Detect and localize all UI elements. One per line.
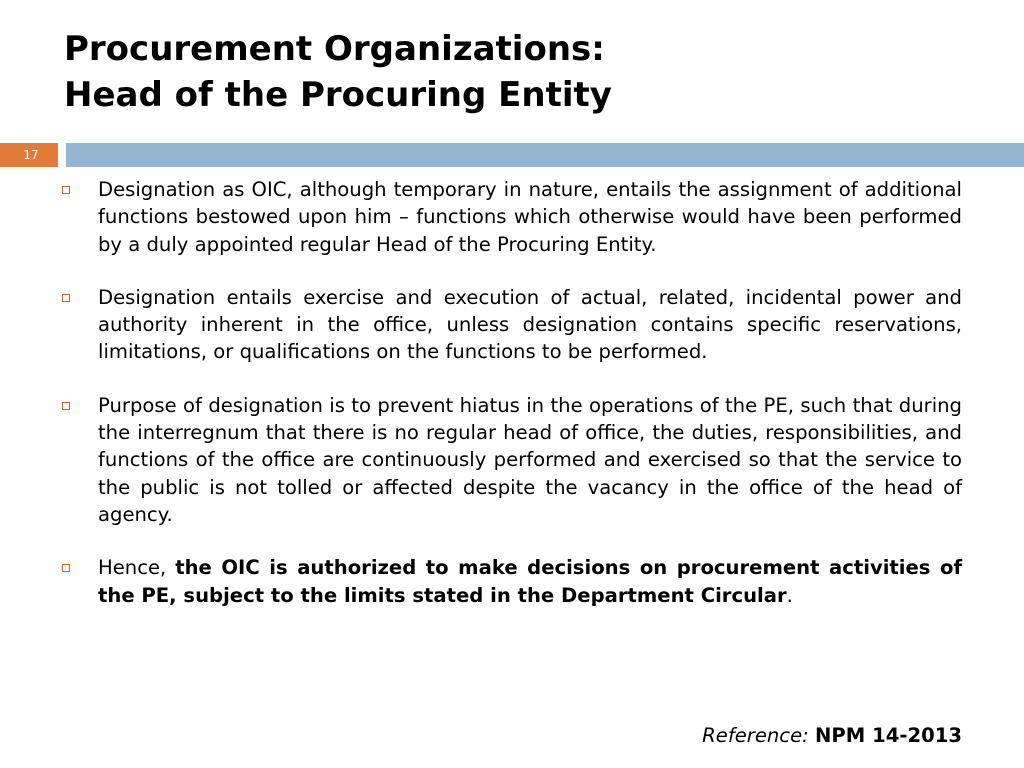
square-bullet-icon [62,294,70,302]
reference-value: NPM 14-2013 [814,724,962,747]
slide-title [64,26,964,118]
title-line-2: Head of the Procuring Entity [64,75,612,115]
rule-right-bar [66,143,1024,167]
bullet-item [62,392,962,528]
title-line-1: Procurement Organizations: [64,29,605,69]
bullet-item [62,284,962,366]
reference-label: Reference: [702,724,809,747]
bullet-item [62,554,962,609]
bullet-text-bold: the OIC is authorized to make decisions on procurement activities of the PE, subject to the limits stated in the Department Circular [98,556,962,607]
bullet-list [62,176,962,635]
bullet-text-suffix: . [786,583,793,607]
bullet-text: Designation entails exercise and execution of actual, related, incidental power and authority inherent in the office, unless designation contains specific reservations, limitations, or qualifications on the functions to be performed. [98,285,962,364]
bullet-text: Designation as OIC, although temporary in nature, entails the assignment of additional functions bestowed upon him – functions which otherwise would have been performed by a duly appointed regular Head of the Procuring Entity. [98,178,962,256]
reference-note [702,722,962,750]
square-bullet-icon [62,402,70,410]
square-bullet-icon [62,186,70,194]
bullet-text-prefix: Hence, [98,556,176,580]
bullet-item [62,176,962,258]
bullet-text: Purpose of designation is to prevent hiatus in the operations of the PE, such that during the interregnum that there is no regular head of office, the duties, responsibilities, and functions of the office are continuously performed and exercised so that the service to the public is not tolled or affected despite the vacancy in the office of the head of agency. [98,393,962,526]
square-bullet-icon [62,564,70,572]
slide-number-badge: 17 [4,143,58,167]
header-rule-bar [0,143,1024,167]
